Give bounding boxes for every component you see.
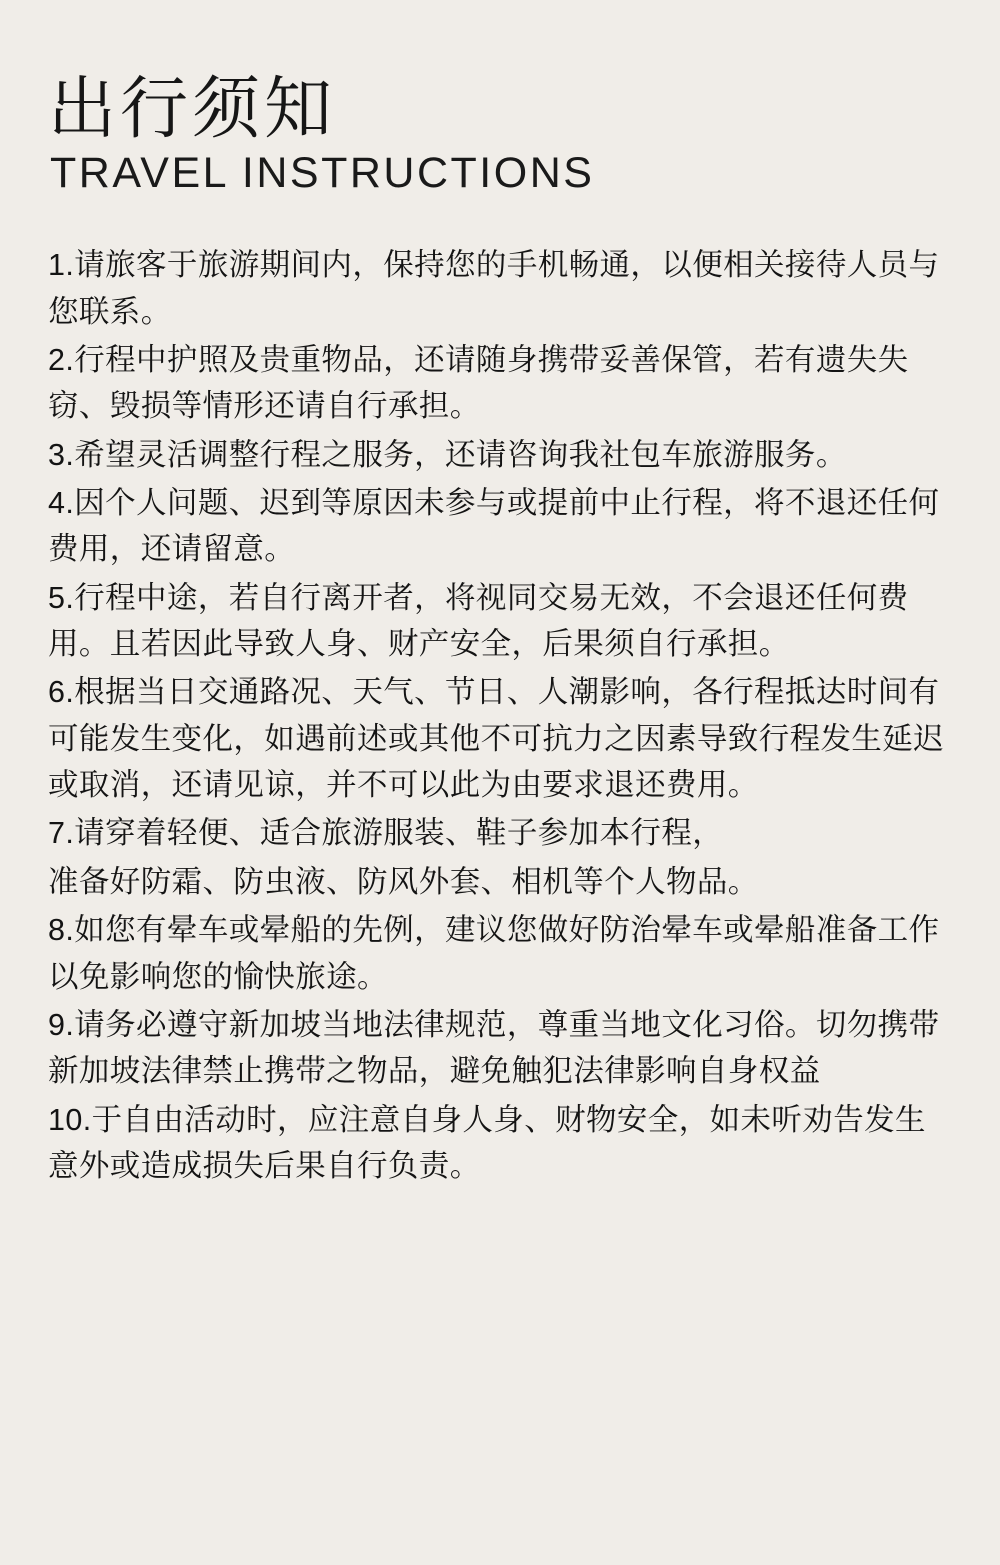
list-item: 2.行程中护照及贵重物品，还请随身携带妥善保管，若有遗失失窃、毁损等情形还请自行承担。 — [48, 342, 909, 424]
list-item: 6.根据当日交通路况、天气、节日、人潮影响，各行程抵达时间有可能发生变化，如遇前述或其他不可抗力之因素导致行程发生延迟或取消，还请见谅，并不可以此为由要求退还费用。 — [48, 675, 945, 803]
list-item: 准备好防霜、防虫液、防风外套、相机等个人物品。 — [48, 864, 759, 899]
list-item: 10.于自由活动时，应注意自身人身、财物安全，如未听劝告发生意外或造成损失后果自行负责。 — [48, 1102, 926, 1183]
page-title-english: TRAVEL INSTRUCTIONS — [50, 149, 595, 197]
list-item: 7.请穿着轻便、适合旅游服装、鞋子参加本行程， — [48, 816, 724, 851]
page-title-chinese: 出行须知 — [48, 71, 337, 147]
instructions-list — [48, 242, 952, 1189]
list-item: 4.因个人问题、迟到等原因未参与或提前中止行程，将不退还任何费用，还请留意。 — [48, 485, 940, 567]
list-item: 5.行程中途，若自行离开者，将视同交易无效，不会退还任何费用。且若因此导致人身、财产安全，后果须自行承担。 — [48, 580, 909, 662]
list-item: 8.如您有晕车或晕船的先例，建议您做好防治晕车或晕船准备工作以免影响您的愉快旅途。 — [48, 913, 940, 994]
list-item: 9.请务必遵守新加坡当地法律规范，尊重当地文化习俗。切勿携带新加坡法律禁止携带之物品，避免触犯法律影响自身权益 — [48, 1007, 940, 1089]
list-item: 3.希望灵活调整行程之服务，还请咨询我社包车旅游服务。 — [48, 437, 847, 472]
list-item: 1.请旅客于旅游期间内，保持您的手机畅通，以便相关接待人员与您联系。 — [48, 248, 940, 329]
